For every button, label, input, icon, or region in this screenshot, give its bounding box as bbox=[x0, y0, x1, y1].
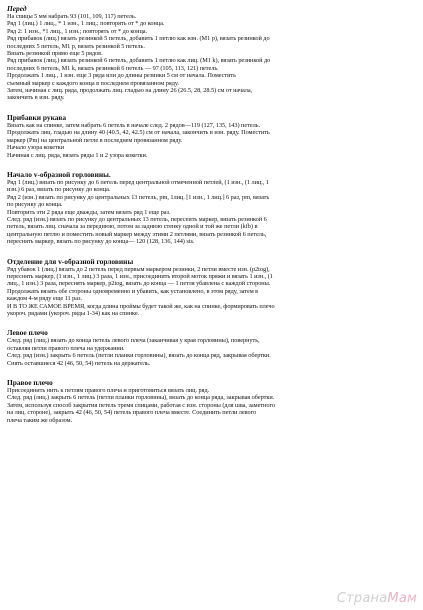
text-line: Начало узора кокетки bbox=[7, 144, 65, 152]
watermark-part1: Страна bbox=[336, 591, 388, 606]
text-line: Присоединить нить к петлям правого плеча и приготовиться вязать лиц. ряд. bbox=[7, 387, 210, 395]
text-line: Снять оставшиеся 42 (46, 50, 54) петель на держатель. bbox=[7, 359, 151, 367]
section-title-v-neck-division: Отделение для v-образной горловины bbox=[7, 256, 134, 266]
text-line: по рисунку до конца. bbox=[7, 201, 63, 209]
text-line: изн.) 6 раз, вязать по рисунку до конца. bbox=[7, 186, 111, 194]
section-title-v-neck-start: Начало v-образной горловины. bbox=[7, 169, 111, 179]
text-line: переснять маркер, вязать по рисунку до конца— 120 (128, 136, 144) sts. bbox=[7, 238, 195, 246]
text-line: последних 5 петель, M1 p, вязать резинкой 5 петель. bbox=[7, 42, 145, 50]
text-line: След. ряд (изн.) закрыть 6 петель (петли планки горловины), вязать до конца ряд, закрывая обертки. bbox=[7, 352, 271, 360]
text-line: Ряд 1 (лиц.) вязать по рисунку до 6 петель перед центральной отмеченной петлей, (1 изн., (1 лиц., 1 bbox=[7, 178, 269, 186]
text-line: На спицы 5 мм набрать 93 (101, 109, 117) петель. bbox=[7, 13, 137, 20]
text-line: Повторить эти 2 ряда еще дважды, затем вязать ряд 1 еще раз. bbox=[7, 208, 171, 216]
text-line: лиц., 1 изн.) 3 раза, переснять маркер, p2tog, вязать до конца — 1 петля убавлена с каждой стороны. bbox=[7, 280, 271, 288]
section-title-left-shoulder: Левое плечо bbox=[7, 328, 48, 338]
text-line: центральную петлю и поместить новый маркер между этими 2 петлями, вязать резинкой 6 петель, bbox=[7, 230, 267, 238]
text-line: Продолжать 1 лиц., 1 изн. еще 3 ряда или до длины резинки 5 см от начала. Поместить bbox=[7, 72, 236, 80]
text-line: Ряд убавок 1 (лиц.) вязать до 2 петель перед первым маркером резинки, 2 петли вместе изн. (p2tog), bbox=[7, 265, 270, 273]
text-line: Начиная с лиц. ряда, вязать ряды 1 и 2 узора кокетки. bbox=[7, 151, 148, 159]
text-line: След. ряд (лиц.) закрыть 6 петель (петли планки горловины), вязать до конца ряда, закрывая обертки. bbox=[7, 394, 275, 402]
text-line: укороч. рядами (укороч. ряды 1-34) как на спинке. bbox=[7, 310, 140, 317]
text-line: Ряд 2: 1 изн., *1 лиц., 1 изн.; повторять от * до конца. bbox=[7, 27, 148, 35]
section-title-sleeve-increases: Прибавки рукава bbox=[7, 112, 67, 122]
text-line: След. ряд (изн.) вязать по рисунку до центральных 13 петель, пересеить маркер, вязать резинкой 6 bbox=[7, 215, 267, 223]
watermark-part2: Мам bbox=[387, 591, 417, 606]
text-line: След. ряд (лиц.) вязать до конца петель левого плеча (заканчивая у края горловины), повернуть, bbox=[7, 337, 260, 345]
watermark-logo bbox=[337, 591, 417, 606]
text-line: съемный маркер с каждого конца в последнем провязанном ряду. bbox=[7, 79, 179, 87]
text-line: Ряд прибавок (лиц.) вязать резинкой 5 петель, добавить 1 петлю как изн. (M1 p), вязать резинкой до bbox=[7, 35, 270, 43]
text-line: плеча таким же образом. bbox=[7, 416, 73, 424]
text-line: оставляя петли правого плеча на удержании. bbox=[7, 344, 125, 352]
text-line: Ряд прибавок (лиц.) вязать резинкой 6 петель, добавить 1 петлю как лиц. (M1 k), вязать резинкой до bbox=[7, 57, 271, 65]
text-line: Вязать как на спинке, затем набрать 6 петель в начале след. 2 рядов—119 (127, 135, 143) петель. bbox=[7, 121, 261, 129]
section-title-front: Перед bbox=[7, 4, 27, 13]
text-line: на лиц. стороне), закрыть 42 (46, 50, 54) петель правого плеча вместе. Соединить петли левого bbox=[7, 409, 257, 417]
text-line: Ряд 2 (изн.) вязать по рисунку до центральных 13 петель, рm, 1лиц. [1 изн., 1 лиц.] 6 раз, рm, вязать bbox=[7, 193, 270, 201]
text-line: петель, вязать лиц. сначала за переднюю, потом за заднюю стенку одной и той же петли (kfb) в bbox=[7, 223, 258, 231]
text-line: Затем, используя способ закрытия петель тремя спицами, работая с изн. стороны (для шва, заметного bbox=[7, 401, 275, 409]
text-line: переснять маркер, (1 изн., 1 лиц.) 3 раза, 1 изн., присоединить второй моток пряжи и вязать 1 изн., (1 bbox=[7, 272, 273, 280]
text-line: каждом 4-м ряду еще 11 раз. bbox=[7, 295, 82, 303]
text-line: маркер (Pm) на центральной петле в последнем провязанном ряду. bbox=[7, 136, 183, 144]
text-line: И В ТО ЖЕ САМОЕ ВРЕМЯ, когда длина проймы будет такой же, как на спинке, формировать плечо bbox=[7, 302, 275, 310]
text-line: Вязать резинкой прямо еще 5 рядов. bbox=[7, 50, 103, 58]
text-line: Ряд 1 (лиц.) 1 лиц., * 1 изн., 1 лиц.; повторять от * до конца. bbox=[7, 20, 165, 28]
document-page bbox=[7, 4, 419, 424]
text-line: закончить в изн. ряду. bbox=[7, 94, 65, 102]
section-title-right-shoulder: Правое плечо bbox=[7, 378, 53, 388]
text-line: Затем, начиная с лиц. ряда, продолжать лиц. гладью на длину 26 (26.5, 28, 28.5) см от начала, bbox=[7, 87, 253, 95]
text-line: Продолжать вязать обе стороны одновременно и убавить, как установлено, в этом ряду, затем в bbox=[7, 287, 259, 295]
text-line: последних 6 петель, M1 k, вязать резинкой 6 петель — 97 (105, 113, 121) петель. bbox=[7, 64, 219, 72]
text-line: Продолжать лиц. гладью на длину 40 (40.5, 42, 42.5) см от начала, закончить в изн. ряду. Поместить bbox=[7, 129, 270, 137]
